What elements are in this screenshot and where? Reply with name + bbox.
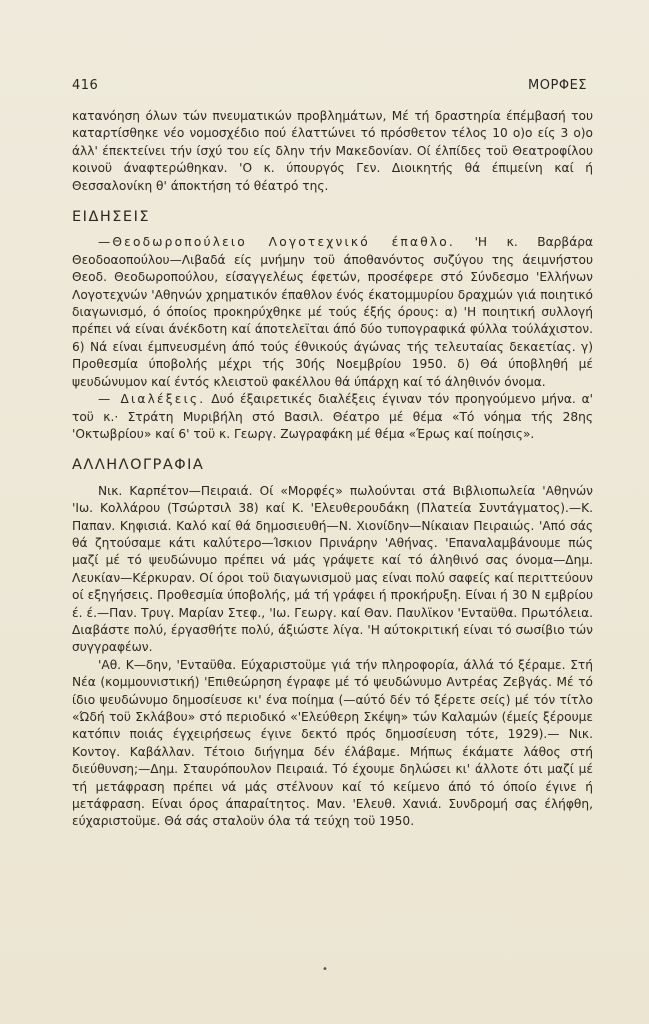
news-item-lectures [72, 391, 593, 443]
page-mark: • [322, 964, 328, 975]
news-item-lectures-title: — Διαλέξεις. [98, 392, 206, 407]
news-item-lectures-text: Δυό έξαιρετικές διαλέξεις έγιναν τόν προηγούμενο μήνα. α' τοϋ κ.· Στράτη Μυριβήλη στό Βασιλ. Θέατρο μέ θέμα «Τό νόημα τής 28ης 'Οκτωβρίου» καί 6' τοϋ κ. Γεωργ. Ζωγραφάκη μέ θέμα «Έρως καί ποίησις». [72, 392, 594, 441]
page-number: 416 [72, 78, 99, 93]
correspondence-paragraph-1: Νικ. Καρπέτον—Πειραιά. Οί «Μορφές» πωλούνται στά Βιβλιοπωλεία 'Αθηνών 'Ιω. Κολλάρου (Τσώρτσιλ 38) καί Κ. 'Ελευθερουδάκη (Πλατεία Συντάγματος).—Κ. Παπαν. Κηφισιά. Καλό καί θά δημοσιευθή—Ν. Χιονίδην—Νίκαιαν Πειραιώς. 'Από σάς θά ζητούσαμε κάτι καλύτερο—Ίσκιον Πρινάρην 'Αθήνας. 'Επαναλαμβάνουμε πώς μαζί μέ τό ψευδώνυμο πρέπει νά μάς γράψετε καί τό άληθινό σας όνομα—Δημ. Λευκίαν—Κέρκυραν. Οί όροι τοϋ διαγωνισμοϋ μας είναι πολύ σαφείς καί περιττεύουν οί εξηγήσεις. Προθεσμία ύποβολής, μά τή γράφει ή προκήρυξη. Είναι ή 30 Ν εμβρίου έ. έ.—Παν. Τρυγ. Μαρίαν Στεφ., 'Ιω. Γεωργ. καί Θαν. Παυλϊκον 'Ενταϋθα. Πρωτόλεια. Διαβάστε πολύ, έργασθήτε πολύ, άξιώστε λίγα. 'Η αύτοκριτική είναι τό σωσίβιο τών συγγραφέων. [72, 483, 593, 655]
news-item-prize-text: 'Η κ. Βαρβάρα Θεοδοαοπούλου—Λιβαδά είς μνήμην τοϋ άποθανόντος συζύγου της άειμνήστου Θεοδ. Θεοδωροπούλου, είσαγγελέως έφετών, προσέφερε στό Σύνδεσμο 'Ελλήνων Λογοτεχνών 'Αθηνών χρηματικόν έπαθλον ένός έκατομμυρίου δραχμών γιά ποιητικό διαγωνισμό, ό όποίος προκηρύχθηκε μέ τούς έξής όρους: α) 'Η ποιητική συλλογή πρέπει νά είναι άνέκδοτη καί άποτελεϊται άπό δύο τυπογραφικά φύλλα τούλάχιστον. 6) Νά είναι έμπνευσμένη άπό τούς έθνικούς άγώνας τής τελευταίας δεκαετίας. γ) Προθεσμία ύποβολής μέχρι τής 30ής Νοεμβρίου 1950. δ) Θά ύποβληθή μέ ψευδώνυμον καί έντός κλειστοϋ φακέλλου θά ύπάρχη καί τό άληθινόν όνομα. [72, 235, 593, 389]
correspondence-heading: ΑΛΛΗΛΟΓΡΑΦΙΑ [72, 457, 205, 474]
intro-paragraph: κατανόηση όλων τών πνευματικών προβλημάτων, Μέ τή δραστηρία έπέμβασή του καταρτίσθηκε νέο νομοσχέδιο πού έλαττώνει τό πρόσθετον τέλος 10 ο)ο είς 3 ο)ο άλλ' έπεκτείνει τήν ίσχύ του είς δλην τήν Μακεδονίαν. Οί έλπίδες τοϋ Θεατροφίλου κοινοϋ άναφτερώθηκαν. 'Ο κ. ύπουργός Γεν. Διοικητής θά έπιμείνη καί ή Θεσσαλονίκη θ' άποκτήση τό θέατρό της. [72, 109, 593, 193]
correspondence-paragraph-2: 'Αθ. Κ—δην, 'Ενταϋθα. Εύχαριστοϋμε γιά τήν πληροφορία, άλλά τό ξέραμε. Στή Νέα (κομμουνιστική) 'Επιθεώρηση έγραφε μέ τό ψευδώνυμο Αντρέας Ζεβγάς. Μέ τό ίδιο ψευδώνυμο δημοσίευσε κι' ένα ποίημα (—αύτό δέν τό ξέρετε σείς) μέ τόν τίτλο «Ώδή τοϋ Σκλάβου» στό περιοδικό «'Ελεύθερη Σκέψη» τών Καλαμών (έμείς ξέρουμε κατόπιν ποιάς έγχειρήσεως έγινε δεκτό πρός δημοσίευση τότε, 1929).— Νικ. Κοντογ. Καβάλλαν. Τέτοιο διήγημα δέν έλάβαμε. Μήπως έκάματε λάθος στή διεύθυνση;—Δημ. Σταυρόπουλον Πειραιά. Τό έχουμε δηλώσει κι' άλλοτε ότι μαζί μέ τή μετάφραση πρέπει νά μάς στέλνουν καί τό κείμενο άπό τό όποίο έγινε ή μετάφραση. Είναι όρος άπαραίτητος. Μαν. 'Ελευθ. Χανιά. Συνδρομή σας έλήφθη, εύχαριστοϋμε. Θά σάς σταλοϋν όλα τά τεύχη τοϋ 1950. [72, 657, 593, 829]
news-item-prize [72, 234, 593, 391]
page-body [72, 108, 593, 831]
page-header [72, 78, 587, 93]
journal-title: ΜΟΡΦΕΣ [528, 78, 587, 93]
news-item-prize-title: —Θεοδωροπούλειο Λογοτεχνικό έπαθλο. [98, 235, 455, 250]
news-heading: ΕΙΔΗΣΕΙΣ [72, 209, 151, 226]
